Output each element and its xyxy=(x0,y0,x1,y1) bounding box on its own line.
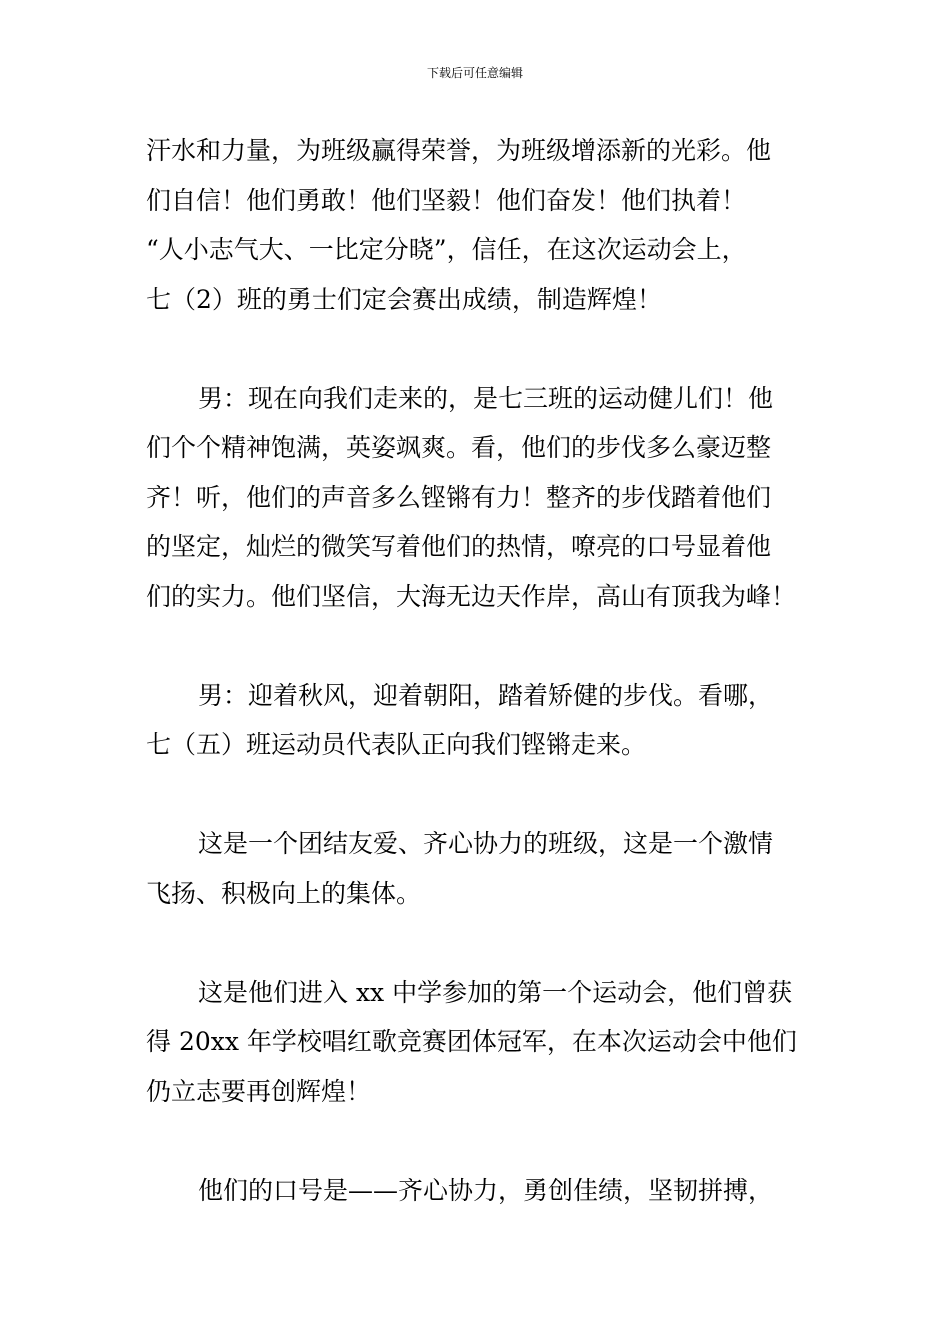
text-line: 这是一个团结友爱、齐心协力的班级，这是一个激情 xyxy=(198,829,774,858)
text-line: “人小志气大、一比定分晓”，信任，在这次运动会上， xyxy=(146,235,747,264)
paragraph-5 xyxy=(146,968,806,1117)
text-line: 们自信！他们勇敢！他们坚毅！他们奋发！他们执着！ xyxy=(146,185,747,215)
text-line: 们的实力。他们坚信，大海无边天作岸，高山有顶我为峰！ xyxy=(146,581,797,611)
document-body xyxy=(146,126,806,1265)
text-line: 的坚定，灿烂的微笑写着他们的热情，嘹亮的口号显着他 xyxy=(146,532,772,561)
text-line: 们个个精神饱满，英姿飒爽。看，他们的步伐多么豪迈整 xyxy=(146,433,772,462)
text-line: 汗水和力量，为班级赢得荣誉，为班级增添新的光彩。他 xyxy=(146,136,772,165)
text-line: 飞扬、积极向上的集体。 xyxy=(146,878,422,908)
text-line: 他们的口号是——齐心协力，勇创佳绩，坚韧拼搏， xyxy=(198,1175,774,1205)
text-line: 七（2）班的勇士们定会赛出成绩，制造辉煌！ xyxy=(146,284,662,314)
paragraph-1 xyxy=(146,126,806,324)
paragraph-2 xyxy=(146,374,806,622)
text-line: 这是他们进入 xx 中学参加的第一个运动会，他们曾获 xyxy=(198,977,793,1007)
text-line: 得 20xx 年学校唱红歌竞赛团体冠军，在本次运动会中他们 xyxy=(146,1027,797,1056)
paragraph-4 xyxy=(146,819,806,918)
paragraph-6 xyxy=(146,1166,806,1216)
header-note: 下载后可任意编辑 xyxy=(426,66,523,80)
text-line: 男：现在向我们走来的，是七三班的运动健儿们！他 xyxy=(198,383,774,413)
paragraph-3 xyxy=(146,671,806,770)
text-line: 齐！听，他们的声音多么铿锵有力！整齐的步伐踏着他们 xyxy=(146,482,772,512)
text-line: 男：迎着秋风，迎着朝阳，踏着矫健的步伐。看哪， xyxy=(198,680,774,710)
text-line: 七（五）班运动员代表队正向我们铿锵走来。 xyxy=(146,730,647,759)
text-line: 仍立志要再创辉煌！ xyxy=(146,1076,372,1106)
